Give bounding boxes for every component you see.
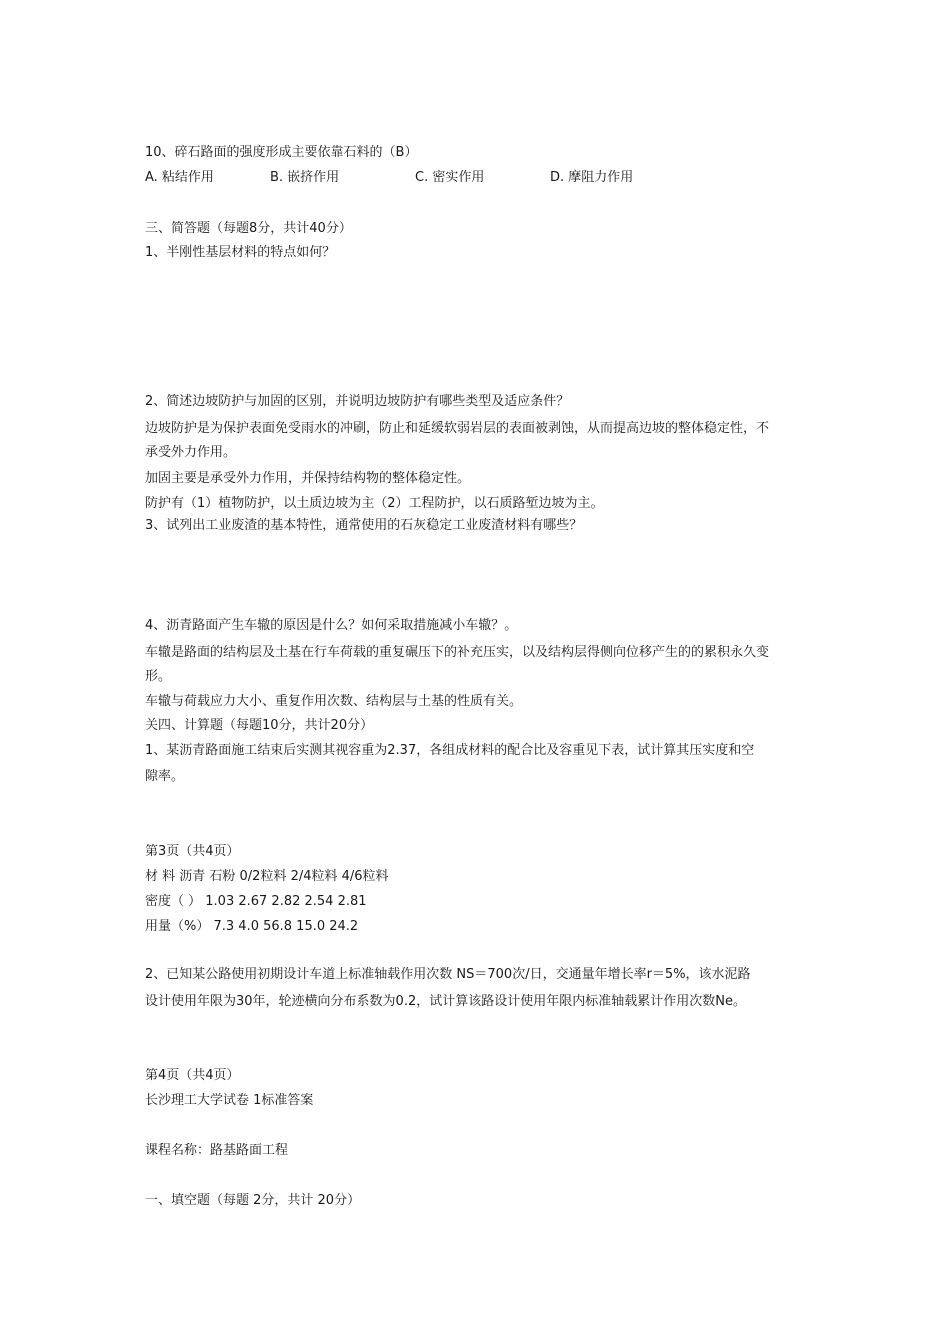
section3-title: 三、简答题（每题8分，共计40分） bbox=[145, 221, 352, 236]
university-title: 长沙理工大学试卷 1标准答案 bbox=[145, 1093, 314, 1108]
section3-q1: 1、半刚性基层材料的特点如何？ bbox=[145, 245, 336, 260]
q10-stem: 10、碎石路面的强度形成主要依靠石料的（B） bbox=[145, 145, 418, 160]
table-row-density: 密度（ ） 1.03 2.67 2.82 2.54 2.81 bbox=[145, 894, 367, 909]
section4-title: 关四、计算题（每题10分，共计20分） bbox=[145, 718, 374, 733]
section3-q2-answer-2: 承受外力作用。 bbox=[145, 445, 237, 460]
q10-option-a: A. 粘结作用 bbox=[145, 170, 214, 185]
section4-q2-line-1: 2、已知某公路使用初期设计车道上标准轴载作用次数 NS＝700次/日，交通量年增长率r＝5%，该水泥路 bbox=[145, 967, 751, 982]
section3-q4-answer-2: 形。 bbox=[145, 669, 172, 684]
section1-title: 一、填空题（每题 2分，共计 20分） bbox=[145, 1193, 361, 1208]
page-3-marker: 第3页（共4页） bbox=[145, 844, 240, 859]
table-row-materials: 材 料 沥青 石粉 0/2粒料 2/4粒料 4/6粒料 bbox=[145, 869, 389, 884]
section4-q1-line-1: 1、某沥青路面施工结束后实测其视容重为2.37，各组成材料的配合比及容重见下表，试计算其压实度和空 bbox=[145, 743, 755, 758]
section3-q2-answer-3: 加固主要是承受外力作用，并保持结构物的整体稳定性。 bbox=[145, 471, 471, 486]
section4-q2-line-2: 设计使用年限为30年，轮迹横向分布系数为0.2，试计算该路设计使用年限内标准轴载累计作用次数Ne。 bbox=[145, 994, 746, 1009]
table-row-usage: 用量（%） 7.3 4.0 56.8 15.0 24.2 bbox=[145, 919, 359, 934]
page-4-marker: 第4页（共4页） bbox=[145, 1068, 240, 1083]
section3-q4-answer-1: 车辙是路面的结构层及土基在行车荷载的重复碾压下的补充压实，以及结构层得侧向位移产生的的累积永久变 bbox=[145, 645, 770, 660]
section3-q2: 2、简述边坡防护与加固的区别，并说明边坡防护有哪些类型及适应条件？ bbox=[145, 394, 570, 409]
section3-q4-answer-3: 车辙与荷载应力大小、重复作用次数、结构层与土基的性质有关。 bbox=[145, 694, 523, 709]
q10-option-b: B. 嵌挤作用 bbox=[270, 170, 340, 185]
section3-q2-answer-1: 边坡防护是为保护表面免受雨水的冲刷，防止和延缓软弱岩层的表面被剥蚀，从而提高边坡的整体稳定性，不 bbox=[145, 421, 770, 436]
course-name: 课程名称：路基路面工程 bbox=[145, 1143, 289, 1158]
section4-q1-line-2: 隙率。 bbox=[145, 769, 185, 784]
q10-option-c: C. 密实作用 bbox=[415, 170, 485, 185]
section3-q2-answer-4: 防护有（1）植物防护，以土质边坡为主（2）工程防护，以石质路堑边坡为主。 bbox=[145, 496, 604, 511]
q10-option-d: D. 摩阻力作用 bbox=[550, 170, 634, 185]
section3-q4: 4、沥青路面产生车辙的原因是什么？如何采取措施减小车辙？。 bbox=[145, 618, 518, 633]
section3-q3: 3、试列出工业废渣的基本特性，通常使用的石灰稳定工业废渣材料有哪些？ bbox=[145, 518, 583, 533]
